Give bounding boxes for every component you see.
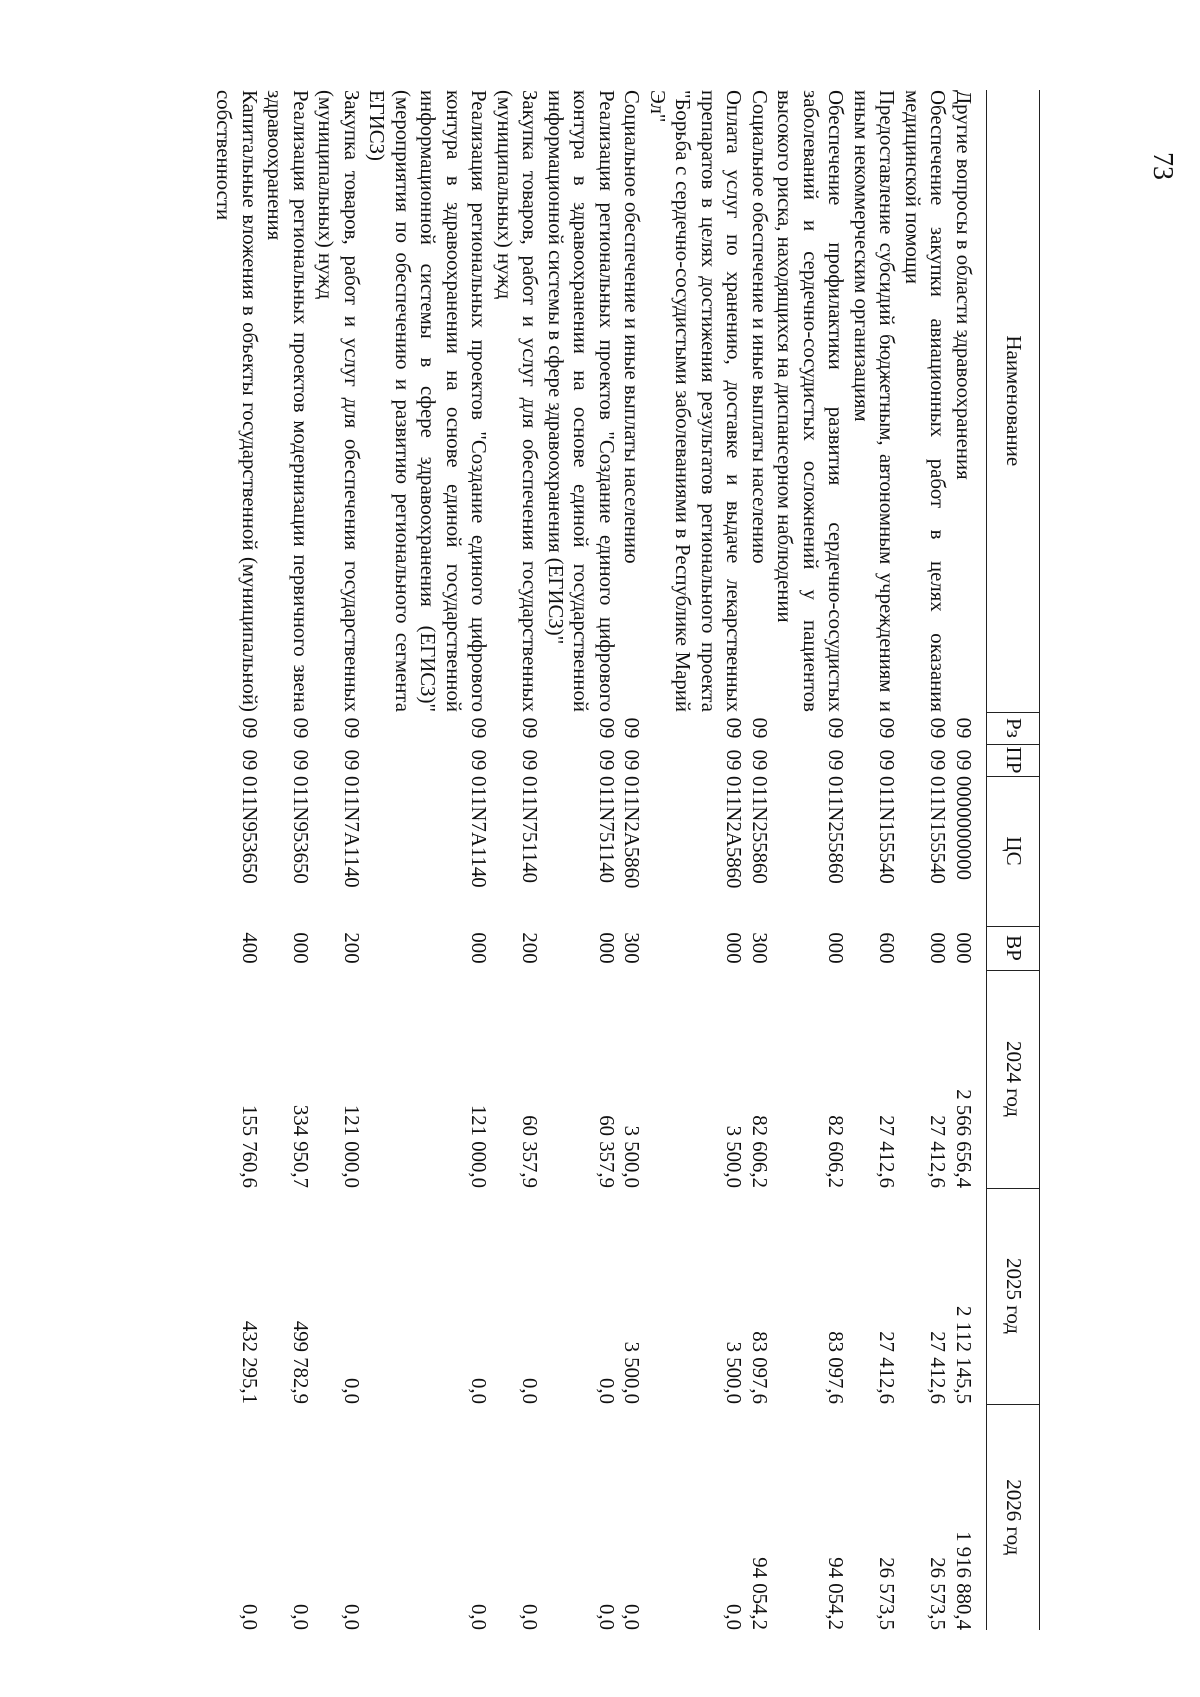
cell-2026: 94 054,2 [748, 1557, 771, 1630]
cell-rz: 09 [748, 717, 771, 739]
table-row [900, 90, 951, 1630]
cell-vr: 300 [748, 932, 771, 964]
header-2025: 2025 год [987, 1188, 1040, 1404]
cell-vr: 000 [595, 932, 618, 964]
cell-2026: 26 573,5 [926, 1557, 950, 1630]
cell-2025: 499 782,9 [289, 1320, 312, 1404]
cell-2024: 2 566 656,4 [952, 1089, 975, 1188]
cell-2026: 0,0 [467, 1604, 491, 1630]
cell-name: Социальное обеспечение и иные выплаты населению [620, 90, 644, 564]
cell-2026: 1 916 880,4 [952, 1531, 975, 1630]
cell-2025: 0,0 [518, 1378, 542, 1404]
cell-cs: 011N155540 [875, 776, 899, 884]
cell-vr: 200 [518, 932, 542, 964]
table-header [987, 90, 1040, 1630]
cell-2026: 0,0 [595, 1604, 618, 1630]
cell-2024: 334 950,7 [289, 1104, 312, 1188]
cell-2024: 60 357,9 [518, 1115, 542, 1188]
cell-vr: 300 [620, 932, 644, 964]
cell-pr: 09 [824, 749, 848, 771]
cell-2025: 27 412,6 [926, 1331, 950, 1404]
header-2026: 2026 год [987, 1404, 1040, 1630]
table-row [313, 90, 364, 1630]
cell-pr: 09 [238, 749, 261, 771]
table-row [364, 90, 492, 1630]
cell-vr: 400 [238, 932, 261, 964]
cell-vr: 600 [875, 932, 899, 964]
cell-2025: 2 112 145,5 [952, 1305, 975, 1404]
cell-2026: 0,0 [289, 1604, 312, 1630]
table-row [951, 90, 987, 1630]
table-row [619, 90, 645, 1630]
cell-pr: 09 [722, 749, 746, 771]
rotated-page-content [210, 90, 1040, 1630]
cell-cs: 011N751140 [518, 776, 542, 884]
cell-rz: 09 [289, 717, 312, 739]
cell-rz: 09 [875, 717, 899, 739]
cell-2025: 0,0 [595, 1378, 618, 1404]
cell-2025: 0,0 [340, 1378, 363, 1404]
cell-2024: 60 357,9 [595, 1115, 618, 1188]
header-cs: ЦС [987, 776, 1040, 926]
cell-2024: 82 606,2 [748, 1115, 771, 1188]
cell-2024: 121 000,0 [340, 1104, 363, 1188]
cell-cs: 011N953650 [238, 776, 261, 884]
budget-table [211, 90, 1040, 1630]
cell-2025: 83 097,6 [748, 1331, 771, 1404]
cell-2026: 26 573,5 [875, 1557, 899, 1630]
table-row [747, 90, 773, 1630]
cell-name: Реализация региональных проектов "Создание единого цифрового контура в здравоохранении на основе единой государственной информационной системы в сфере здравоохранения (ЕГИСЗ)" (мероприятия по обеспечению и развитию регионального сегмента ЕГИСЗ) [365, 90, 491, 712]
cell-name: Обеспечение профилактики развития сердечно-сосудистых заболеваний и сердечно-сосудистых осложнений у пациентов высокого риска, находящихся на диспансерном наблюдении [773, 90, 848, 712]
cell-name: Реализация региональных проектов "Создание единого цифрового контура в здравоохранении на основе единой государственной информационной системы в сфере здравоохранения (ЕГИСЗ)" [544, 90, 618, 712]
table-row [849, 90, 900, 1630]
cell-vr: 000 [722, 932, 746, 964]
table-row [772, 90, 849, 1630]
cell-2026: 0,0 [238, 1604, 261, 1630]
cell-pr: 09 [289, 749, 312, 771]
cell-vr: 000 [289, 932, 312, 964]
cell-pr: 09 [340, 749, 363, 771]
table-row [211, 90, 262, 1630]
cell-pr: 09 [926, 749, 950, 771]
cell-pr: 09 [875, 749, 899, 771]
cell-rz: 09 [722, 717, 746, 739]
cell-2024: 27 412,6 [926, 1115, 950, 1188]
page-number: 73 [1147, 152, 1178, 180]
cell-cs: 011N2A5860 [722, 776, 746, 889]
table-row [262, 90, 313, 1630]
table-row [492, 90, 543, 1630]
cell-cs: 011N255860 [748, 776, 771, 884]
cell-pr: 09 [518, 749, 542, 771]
cell-vr: 000 [926, 932, 950, 964]
cell-2024: 27 412,6 [875, 1115, 899, 1188]
cell-cs: 011N953650 [289, 776, 312, 884]
cell-2026: 0,0 [340, 1604, 363, 1630]
cell-cs: 011N2A5860 [620, 776, 644, 889]
cell-rz: 09 [952, 717, 975, 739]
cell-2024: 82 606,2 [824, 1115, 848, 1188]
cell-rz: 09 [824, 717, 848, 739]
cell-cs: 011N7A1140 [340, 776, 363, 888]
header-rz: Рз [987, 712, 1040, 744]
cell-name: Предоставление субсидий бюджетным, автономным учреждениям и иным некоммерческим организациям [850, 90, 899, 712]
cell-rz: 09 [926, 717, 950, 739]
cell-pr: 09 [952, 749, 975, 771]
cell-2025: 27 412,6 [875, 1331, 899, 1404]
cell-2026: 94 054,2 [824, 1557, 848, 1630]
cell-rz: 09 [518, 717, 542, 739]
cell-2024: 3 500,0 [722, 1125, 746, 1188]
cell-name: Закупка товаров, работ и услуг для обеспечения государственных (муниципальных) нужд [493, 90, 542, 712]
cell-vr: 000 [824, 932, 848, 964]
cell-name: Социальное обеспечение и иные выплаты населению [748, 90, 771, 564]
cell-rz: 09 [467, 717, 491, 739]
cell-cs: 011N751140 [595, 776, 618, 884]
cell-pr: 09 [620, 749, 644, 771]
cell-2025: 0,0 [467, 1378, 491, 1404]
cell-cs: 011N7A1140 [467, 776, 491, 888]
cell-vr: 000 [467, 932, 491, 964]
table-row [543, 90, 620, 1630]
cell-2025: 3 500,0 [620, 1341, 644, 1404]
cell-2024: 3 500,0 [620, 1125, 644, 1188]
cell-name: Другие вопросы в области здравоохранения [952, 90, 975, 480]
cell-pr: 09 [748, 749, 771, 771]
cell-2026: 0,0 [620, 1604, 644, 1630]
cell-pr: 09 [595, 749, 618, 771]
cell-2025: 83 097,6 [824, 1331, 848, 1404]
cell-pr: 09 [467, 749, 491, 771]
cell-name: Оплата услуг по хранению, доставке и выдаче лекарственных препаратов в целях достижения результатов регионального проекта "Борьба с сердечно-сосудистыми заболеваниями в Республике Марий Эл" [646, 90, 746, 712]
cell-2025: 432 295,1 [238, 1320, 261, 1404]
cell-2024: 121 000,0 [467, 1104, 491, 1188]
cell-cs: 0000000000 [952, 776, 975, 880]
header-name: Наименование [987, 90, 1040, 712]
cell-name: Капитальные вложения в объекты государственной (муниципальной) собственности [212, 90, 261, 712]
header-2024: 2024 год [987, 970, 1040, 1188]
cell-cs: 011N155540 [926, 776, 950, 884]
table-row [645, 90, 747, 1630]
cell-rz: 09 [595, 717, 618, 739]
cell-2024: 155 760,6 [238, 1104, 261, 1188]
cell-2025: 3 500,0 [722, 1341, 746, 1404]
cell-rz: 09 [620, 717, 644, 739]
cell-rz: 09 [340, 717, 363, 739]
table-body [211, 90, 987, 1630]
cell-vr: 200 [340, 932, 363, 964]
cell-rz: 09 [238, 717, 261, 739]
cell-name: Закупка товаров, работ и услуг для обеспечения государственных (муниципальных) нужд [314, 90, 363, 712]
cell-name: Реализация региональных проектов модернизации первичного звена здравоохранения [263, 90, 312, 712]
cell-2026: 0,0 [722, 1604, 746, 1630]
cell-name: Обеспечение закупки авиационных работ в целях оказания медицинской помощи [901, 90, 950, 712]
cell-vr: 000 [952, 932, 975, 964]
cell-2026: 0,0 [518, 1604, 542, 1630]
header-vr: ВР [987, 926, 1040, 970]
header-pr: ПР [987, 744, 1040, 776]
cell-cs: 011N255860 [824, 776, 848, 884]
